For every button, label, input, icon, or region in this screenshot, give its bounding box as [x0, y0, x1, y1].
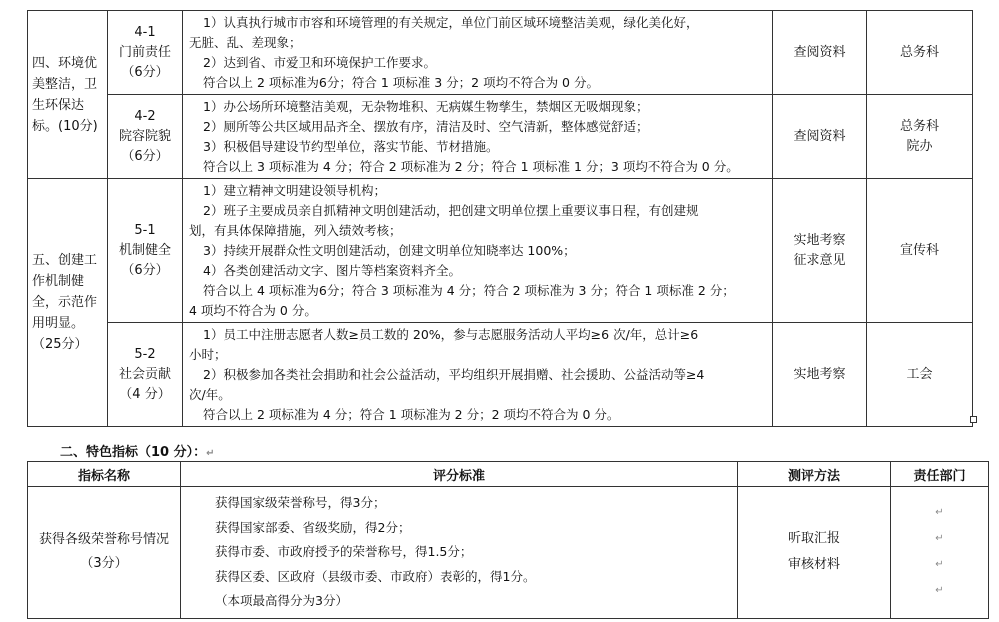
item-cell [108, 179, 183, 323]
method-cell [773, 323, 867, 427]
item-code: 4-1 [134, 24, 156, 40]
criteria-line: 2）班子主要成员亲自抓精神文明创建活动，把创建文明单位摆上重要议事日程，有创建规 [203, 203, 699, 218]
category-label: 五、创建工作机制健全，示范作用明显。（25分） [32, 253, 98, 352]
method-text: 查阅资料 [793, 44, 846, 60]
item-cell [108, 95, 183, 179]
criteria-line: 3）积极倡导建设节约型单位，落实节能、节材措施。 [203, 139, 499, 154]
table-header-row [28, 462, 989, 487]
dept-text: 院办 [906, 138, 933, 154]
item-cell [108, 11, 183, 95]
paragraph-mark-icon: ↵ [935, 585, 944, 597]
criteria-line: 2）达到省、市爱卫和环境保护工作要求。 [203, 55, 436, 70]
section-title: 二、特色指标（10 分）： [60, 445, 207, 460]
criteria-line: 1）办公场所环境整洁美观，无杂物堆积、无病媒生物孳生，禁烟区无吸烟现象； [203, 99, 649, 114]
paragraph-mark-icon: ↵ [935, 507, 944, 519]
item-name: 社会贡献 [118, 366, 171, 382]
table-row [28, 179, 973, 323]
dept-text: 宣传科 [899, 242, 939, 258]
paragraph-mark-icon: ↵ [206, 448, 215, 459]
item-name: 门前责任 [118, 44, 171, 60]
column-header: 责任部门 [891, 462, 989, 487]
item-score: （6分） [121, 262, 169, 278]
item-score: （6分） [121, 64, 169, 80]
criteria-line: 获得区委、区政府（县级市委、市政府）表彰的，得1分。 [215, 568, 536, 584]
criteria-line: 符合以上 2 项标准为 4 分；符合 1 项标准为 2 分；2 项均不符合为 0 分。 [203, 407, 620, 422]
criteria-line: 获得国家级荣誉称号，得3分； [215, 495, 386, 510]
criteria-line: 无脏、乱、差现象； [189, 35, 302, 50]
evaluation-table-special [27, 461, 989, 619]
criteria-line: 2）积极参加各类社会捐助和社会公益活动，平均组织开展捐赠、社会援助、公益活动等≥4 [203, 367, 705, 382]
criteria-line: 划，有具体保障措施，列入绩效考核； [189, 223, 402, 238]
criteria-cell [183, 179, 773, 323]
item-score: （4 分） [119, 386, 171, 402]
category-cell [28, 179, 108, 427]
dept-cell [867, 95, 973, 179]
criteria-line: 符合以上 2 项标准为6分；符合 1 项标准 3 分；2 项均不符合为 0 分。 [203, 75, 599, 90]
criteria-line: 小时； [189, 347, 227, 362]
criteria-line: 符合以上 4 项标准为6分；符合 3 项标准为 4 分；符合 2 项标准为 3 分；符合 1 项标准 2 分； [203, 283, 735, 298]
paragraph-mark-icon: ↵ [935, 559, 944, 571]
method-cell [773, 11, 867, 95]
criteria-line: 获得市委、市政府授予的荣誉称号，得1.5分； [215, 544, 473, 559]
criteria-line: 2）厕所等公共区域用品齐全、摆放有序，清洁及时、空气清新，整体感觉舒适； [203, 119, 649, 134]
table-resize-handle[interactable] [970, 416, 977, 423]
method-cell [738, 487, 891, 619]
criteria-cell [183, 323, 773, 427]
indicator-name-cell [28, 487, 181, 619]
table-row [28, 11, 973, 95]
criteria-cell [183, 11, 773, 95]
item-score: （6分） [121, 148, 169, 164]
column-header: 测评方法 [738, 462, 891, 487]
criteria-line: 1）认真执行城市市容和环境管理的有关规定，单位门前区域环境整洁美观，绿化美化好， [203, 15, 699, 30]
dept-cell [867, 11, 973, 95]
item-code: 4-2 [134, 108, 156, 124]
table-row [28, 487, 989, 619]
dept-text: 总务科 [899, 44, 939, 60]
criteria-line: （本项最高得分为3分） [215, 593, 348, 608]
criteria-line: 获得国家部委、省级奖励，得2分； [215, 519, 411, 535]
method-text: 实地考察 [793, 366, 846, 382]
dept-cell [867, 323, 973, 427]
paragraph-mark-icon: ↵ [935, 533, 944, 545]
method-text: 审核材料 [787, 557, 840, 573]
item-code: 5-1 [134, 222, 156, 238]
criteria-cell [181, 487, 738, 619]
table-row [28, 323, 973, 427]
column-header: 指标名称 [28, 462, 181, 487]
table-row [28, 95, 973, 179]
criteria-line: 1）员工中注册志愿者人数≥员工数的 20%，参与志愿服务活动人平均≥6 次/年，总计≥6 [203, 327, 699, 342]
method-text: 征求意见 [793, 252, 846, 268]
method-cell [773, 95, 867, 179]
dept-text: 工会 [906, 366, 933, 382]
dept-cell [891, 487, 989, 619]
method-cell [773, 179, 867, 323]
criteria-line: 4 项均不符合为 0 分。 [189, 303, 317, 318]
method-text: 查阅资料 [793, 128, 846, 144]
method-text: 听取汇报 [787, 531, 840, 547]
dept-cell [867, 179, 973, 323]
criteria-line: 4）各类创建活动文字、图片等档案资料齐全。 [203, 263, 461, 278]
column-header: 评分标准 [181, 462, 738, 487]
criteria-line: 次/年。 [189, 387, 231, 402]
category-cell [28, 11, 108, 179]
item-code: 5-2 [134, 346, 156, 362]
item-cell [108, 323, 183, 427]
evaluation-table-main [27, 10, 973, 427]
section-heading [60, 441, 215, 460]
criteria-line: 3）持续开展群众性文明创建活动，创建文明单位知晓率达 100%； [203, 243, 576, 258]
indicator-name: 获得各级荣誉称号情况（3分） [38, 532, 169, 572]
criteria-line: 符合以上 3 项标准为 4 分；符合 2 项标准为 2 分；符合 1 项标准 1 分；3 项均不符合为 0 分。 [203, 159, 739, 174]
method-text: 实地考察 [793, 232, 846, 248]
item-name: 院容院貌 [118, 128, 171, 144]
item-name: 机制健全 [118, 242, 171, 258]
category-label: 四、环境优美整洁，卫生环保达标。(10分) [32, 55, 98, 134]
criteria-cell [183, 95, 773, 179]
dept-text: 总务科 [899, 118, 939, 134]
criteria-line: 1）建立精神文明建设领导机构； [203, 183, 386, 198]
